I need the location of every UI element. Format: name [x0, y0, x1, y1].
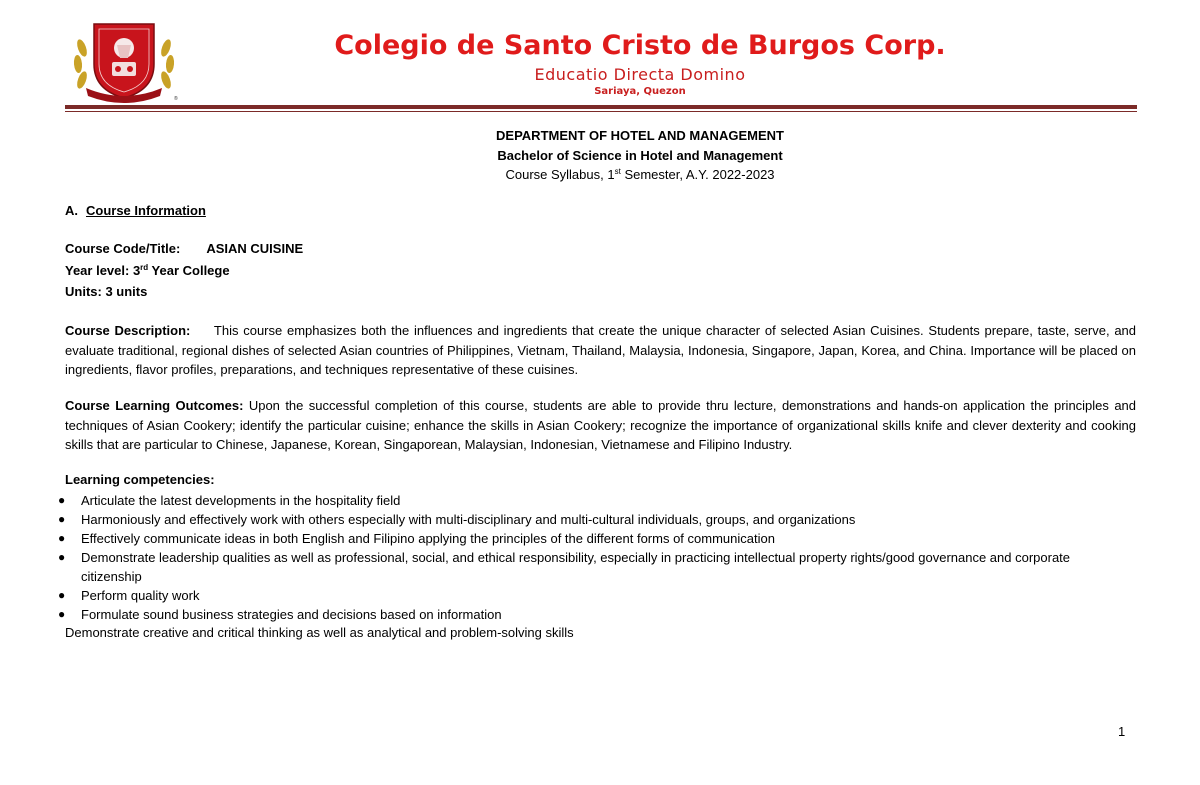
list-item [58, 491, 1133, 510]
school-seal-logo [68, 18, 180, 106]
syllabus-prefix: Course Syllabus, 1 [505, 167, 615, 182]
competency-last-line: Demonstrate creative and critical thinking as well as analytical and problem-solving skills [65, 625, 574, 640]
course-code-label: Course Code/Title: [65, 241, 181, 256]
year-level [65, 263, 230, 278]
course-description-text: This course emphasizes both the influences and ingredients that create the unique character of selected Asian Cuisines. Students prepare, taste, serve, and evaluate traditional, regional dishes of selected Asian countries of Philippines, Vietnam, Thailand, Malaysia, Indonesia, Singapore, Japan, Korea, and China. Importance will be placed on ingredients, flavor profiles, preparations, and techniques representative of these cuisines. [65, 323, 1137, 377]
syllabus-title [300, 167, 980, 182]
page-number: 1 [1118, 724, 1126, 739]
bullet-icon: ● [58, 531, 66, 545]
learning-competencies-title: Learning competencies: [65, 472, 215, 487]
section-a-heading [65, 203, 206, 218]
course-description-heading: Course Description: [65, 323, 191, 338]
list-item-text: Effectively communicate ideas in both English and Filipino applying the principles of the different forms of communication [81, 531, 775, 546]
section-marker: A. [65, 203, 78, 218]
list-item-text: Demonstrate leadership qualities as well as professional, social, and ethical responsibility, especially in practicing intellectual property rights/good governance and corporate citizenship [81, 550, 1071, 584]
school-motto: Educatio Directa Domino [534, 65, 746, 84]
list-item [58, 586, 1133, 605]
year-suffix: Year College [148, 263, 230, 278]
bullet-icon: ● [58, 512, 66, 526]
bullet-icon: ● [58, 588, 66, 602]
course-code-title [65, 241, 303, 256]
section-label: Course Information [86, 203, 206, 218]
syllabus-suffix: Semester, A.Y. 2022-2023 [620, 167, 775, 182]
course-description [65, 321, 1136, 380]
learning-competencies-list [58, 491, 1133, 624]
list-item [58, 605, 1133, 624]
list-item-text: Harmoniously and effectively work with others especially with multi-disciplinary and multi-cultural individuals, groups, and organizations [81, 512, 856, 527]
program-title: Bachelor of Science in Hotel and Management [497, 148, 783, 163]
bullet-icon: ● [58, 607, 66, 621]
course-code-value: ASIAN CUISINE [206, 241, 304, 256]
school-name: Colegio de Santo Cristo de Burgos Corp. [334, 30, 946, 61]
course-learning-outcomes [65, 396, 1136, 455]
list-item-text: Perform quality work [81, 588, 200, 603]
year-ordinal: rd [140, 263, 149, 272]
list-item [58, 548, 1133, 586]
list-item [58, 510, 1133, 529]
header-rule-thin [65, 111, 1137, 112]
department-title: DEPARTMENT OF HOTEL AND MANAGEMENT [496, 128, 784, 143]
list-item-text: Articulate the latest developments in the hospitality field [81, 493, 401, 508]
bullet-icon: ● [58, 550, 66, 564]
syllabus-ordinal: st [614, 167, 621, 176]
course-outcomes-heading: Course Learning Outcomes: [65, 398, 244, 413]
units: Units: 3 units [65, 284, 148, 299]
bullet-icon: ● [58, 493, 66, 507]
list-item [58, 529, 1133, 548]
header-rule-thick [65, 105, 1137, 109]
list-item-text: Formulate sound business strategies and decisions based on information [81, 607, 502, 622]
svg-text:®: ® [174, 96, 178, 102]
school-location: Sariaya, Quezon [594, 86, 686, 97]
course-outcomes-text: Upon the successful completion of this course, students are able to provide thru lecture, demonstrations and hands-on application the principles and techniques of Asian Cookery; identify the particular cuisine; enhance the skills in Asian Cookery; recognize the importance of organizational skills knife and clever dexterity and cooking skills that are particular to Chinese, Japanese, Korean, Singaporean, Malaysian, Indonesian, Vietnamese and Filipino Industry. [65, 398, 1137, 452]
year-prefix: Year level: 3 [65, 263, 141, 278]
